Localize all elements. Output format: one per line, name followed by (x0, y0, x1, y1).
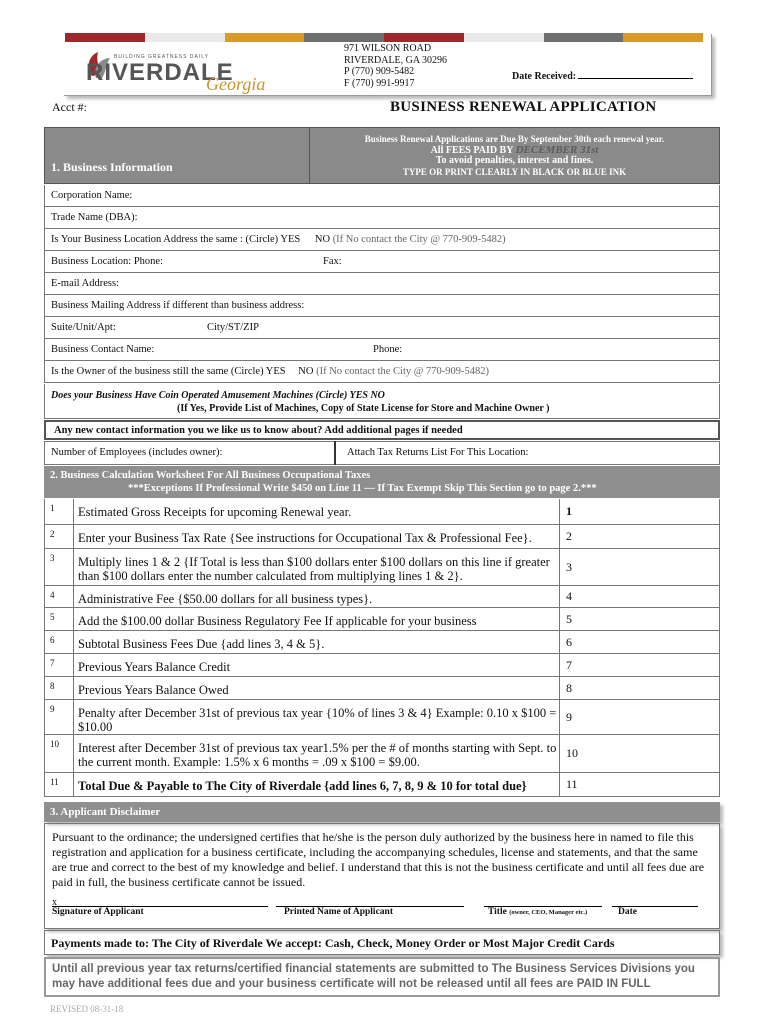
line-number: 9 (45, 700, 74, 734)
printed-name-field[interactable] (276, 897, 464, 917)
printed-name-label: Printed Name of Applicant (284, 907, 393, 917)
title-label-text: Title (488, 907, 507, 917)
location-phone-label: Business Location: Phone: (51, 256, 163, 267)
line-text: Multiply lines 1 & 2 {If Total is less than $100 dollars enter $100 dollars on this line if greater than $100 dollars enter the number calculated from multiplying lines 1 & 2}. (74, 549, 560, 585)
line-ref: 2 (566, 529, 572, 543)
line-amount[interactable] (560, 525, 719, 548)
suite-label: Suite/Unit/Apt: (51, 322, 116, 333)
trade-name-field[interactable] (44, 207, 720, 229)
calculation-worksheet (44, 499, 720, 797)
color-bar-segment (65, 33, 145, 42)
signature-label: Signature of Applicant (52, 907, 144, 917)
employees-label: Number of Employees (includes owner): (51, 447, 223, 458)
line-amount[interactable] (560, 654, 719, 676)
line-number: 4 (45, 586, 74, 607)
new-contact-label: Any new contact information you we like us to know about? Add additional pages if needed (54, 425, 463, 436)
signature-line[interactable] (52, 897, 268, 907)
color-bar-segment (145, 33, 225, 42)
color-bar-segment (623, 33, 703, 42)
suite-city-row[interactable] (44, 317, 720, 339)
line-ref: 5 (566, 611, 572, 626)
color-bar-segment (225, 33, 305, 42)
line-amount[interactable] (560, 773, 719, 796)
worksheet-line[interactable] (45, 700, 719, 735)
owner-same-note: (If No contact the City @ 770-909-5482) (316, 366, 490, 377)
title-label (484, 907, 602, 917)
printed-name-line[interactable] (276, 897, 464, 907)
same-address-no[interactable]: NO (314, 234, 331, 245)
line-amount[interactable] (560, 549, 719, 585)
email-field[interactable] (44, 273, 720, 295)
line-ref: 7 (566, 657, 572, 672)
line-amount[interactable] (560, 631, 719, 653)
date-received-label: Date Received: (512, 71, 577, 82)
mailing-address-label: Business Mailing Address if different than business address: (51, 300, 305, 311)
fax-label: Fax: (323, 256, 342, 267)
ink-line: TYPE OR PRINT CLEARLY IN BLACK OR BLUE INK (402, 166, 627, 177)
worksheet-line[interactable] (45, 631, 719, 654)
line-text: Subtotal Business Fees Due {add lines 3, 4 & 5}. (74, 631, 560, 653)
coin-machines-row[interactable] (44, 384, 720, 419)
email-label: E-mail Address: (51, 278, 119, 289)
worksheet-line[interactable] (45, 586, 719, 608)
title-note: (owner, CEO, Manager etc.) (509, 909, 588, 916)
line-text: Previous Years Balance Credit (74, 654, 560, 676)
coin-machines-question: Does your Business Have Coin Operated Amusement Machines (Circle) YES NO (51, 390, 385, 401)
worksheet-line[interactable] (45, 608, 719, 631)
line-ref: 4 (566, 589, 572, 603)
release-notice (44, 957, 720, 997)
contact-row[interactable] (44, 339, 720, 361)
contact-name-label: Business Contact Name: (51, 344, 155, 355)
line-ref: 9 (566, 709, 572, 724)
worksheet-line-total[interactable] (45, 773, 719, 797)
line-text: Interest after December 31st of previous tax year1.5% per the # of months starting with Sept. to the current month. Example: 1.5% x 6 months = .09 x $100 = $9.00. (74, 735, 560, 772)
line-ref: 11 (566, 777, 578, 791)
date-line[interactable] (612, 897, 698, 907)
line-ref: 10 (566, 746, 578, 760)
line-ref: 8 (566, 680, 572, 695)
city-address (344, 43, 447, 89)
line-text: Total Due & Payable to The City of Riverdale {add lines 6, 7, 8, 9 & 10 for total due} (74, 773, 560, 796)
same-address-row[interactable] (44, 229, 720, 251)
owner-same-no[interactable]: NO (298, 366, 314, 377)
corporation-name-label: Corporation Name: (51, 190, 133, 201)
trade-name-label: Trade Name (DBA): (51, 212, 138, 223)
line-amount[interactable] (560, 608, 719, 630)
line-number: 8 (45, 677, 74, 699)
line-ref: 1 (566, 504, 572, 518)
line-text: Estimated Gross Receipts for upcoming Renewal year. (74, 499, 560, 524)
date-label: Date (618, 907, 637, 917)
color-bar-segment (544, 33, 624, 42)
owner-same-row[interactable] (44, 361, 720, 383)
fees-paid-date: DECEMBER 31st (515, 143, 599, 156)
section3-header (44, 802, 720, 822)
section2-title: 2. Business Calculation Worksheet For All Business Occupational Taxes (50, 470, 371, 481)
worksheet-line[interactable] (45, 525, 719, 549)
worksheet-line[interactable] (45, 735, 719, 773)
line-number: 10 (45, 735, 74, 772)
attach-tax-label: Attach Tax Returns List For This Location: (347, 447, 529, 458)
date-received (512, 70, 693, 82)
line-amount[interactable] (560, 735, 719, 772)
fees-paid-prefix: All FEES PAID BY (430, 144, 514, 156)
title-field[interactable] (484, 897, 602, 917)
logo-tagline: BUILDING GREATNESS DAILY (114, 54, 209, 60)
line-number: 7 (45, 654, 74, 676)
line-amount[interactable] (560, 700, 719, 734)
signature-field[interactable] (52, 897, 268, 917)
same-address-note: (If No contact the City @ 770-909-5482) (332, 234, 506, 245)
signature-x-mark: x (52, 897, 57, 908)
line-number: 1 (45, 499, 74, 524)
location-phone-row[interactable] (44, 251, 720, 273)
color-bar (65, 33, 703, 42)
line-number: 6 (45, 631, 74, 653)
coin-machines-note: (If Yes, Provide List of Machines, Copy of State License for Store and Machine Owner ) (177, 403, 550, 414)
fax-line: F (770) 991-9917 (344, 77, 415, 89)
line-number: 11 (45, 773, 74, 796)
due-notice (310, 128, 719, 183)
corporation-name-field[interactable] (44, 185, 720, 207)
due-notice-line: Business Renewal Applications are Due By September 30th each renewal year. (364, 134, 665, 144)
color-bar-segment (304, 33, 384, 42)
title-line[interactable] (484, 897, 602, 907)
line-text: Add the $100.00 dollar Business Regulatory Fee If applicable for your business (74, 608, 560, 630)
line-text: Previous Years Balance Owed (74, 677, 560, 699)
address-line: 971 WILSON ROAD (344, 43, 432, 54)
color-bar-segment (464, 33, 544, 42)
acct-label: Acct #: (52, 100, 87, 114)
section1-title-cell (45, 128, 310, 183)
worksheet-line[interactable] (45, 549, 719, 586)
section1-header (44, 127, 720, 184)
new-contact-info[interactable] (44, 420, 720, 440)
line-amount[interactable] (560, 499, 719, 524)
date-field[interactable] (612, 897, 698, 917)
revision-date: REVISED 08-31-18 (50, 1004, 124, 1014)
line-number: 2 (45, 525, 74, 548)
attach-tax-box (334, 441, 720, 465)
same-address-question: Is Your Business Location Address the same : (Circle) YES (51, 234, 301, 245)
owner-same-question: Is the Owner of the business still the same (Circle) YES (51, 366, 286, 377)
mailing-address-field[interactable] (44, 295, 720, 317)
section3-title: 3. Applicant Disclaimer (50, 806, 161, 818)
line-amount[interactable] (560, 586, 719, 607)
color-bar-segment (384, 33, 464, 42)
worksheet-line[interactable] (45, 677, 719, 700)
line-number: 5 (45, 608, 74, 630)
payments-info (44, 930, 720, 955)
section2-header (44, 466, 720, 498)
address-line: RIVERDALE, GA 30296 (344, 54, 448, 66)
riverdale-logo (80, 46, 320, 94)
phone-line: P (770) 909-5482 (344, 66, 415, 77)
worksheet-line[interactable] (45, 499, 719, 525)
logo-state: Georgia (206, 74, 266, 94)
worksheet-line[interactable] (45, 654, 719, 677)
release-notice-text: Until all previous year tax returns/certified financial statements are submitted to The Business Services Divisions you may have additional fees due and your business certificate will not be released until all fees are PAID IN FULL (52, 963, 695, 990)
form-title: BUSINESS RENEWAL APPLICATION (390, 99, 657, 115)
penalty-line: To avoid penalties, interest and fines. (435, 155, 594, 166)
line-text: Administrative Fee {$50.00 dollars for all business types}. (74, 586, 560, 607)
line-ref: 3 (566, 559, 572, 574)
section1-title: 1. Business Information (51, 160, 173, 174)
date-received-field[interactable] (578, 70, 693, 79)
line-number: 3 (45, 549, 74, 585)
line-ref: 6 (566, 634, 572, 649)
disclaimer-text: Pursuant to the ordinance; the undersigned certifies that he/she is the person duly authorized by the business here in named to file this registration and application for a business certificate, including the accompanying schedules, license and statements, and that the same are true and correct to the best of my knowledge and belief. I understand that this is not the business certificate and until all fees due are paid in full, the business certificate cannot be issued. (52, 830, 705, 889)
logo-name: RIVERDALE (86, 59, 234, 86)
line-amount[interactable] (560, 677, 719, 699)
line-text: Penalty after December 31st of previous tax year {10% of lines 3 & 4} Example: 0.10 x $100 = $10.00 (74, 700, 560, 734)
city-state-zip-label: City/ST/ZIP (207, 322, 259, 333)
section2-subtitle: ***Exceptions If Professional Write $450 on Line 11 — If Tax Exempt Skip This Section go to page 2.*** (128, 483, 597, 494)
line-text: Enter your Business Tax Rate {See instructions for Occupational Tax & Professional Fee}. (74, 525, 560, 548)
contact-phone-label: Phone: (373, 344, 403, 355)
payments-text: Payments made to: The City of Riverdale We accept: Cash, Check, Money Order or Most Major Credit Cards (51, 936, 615, 950)
